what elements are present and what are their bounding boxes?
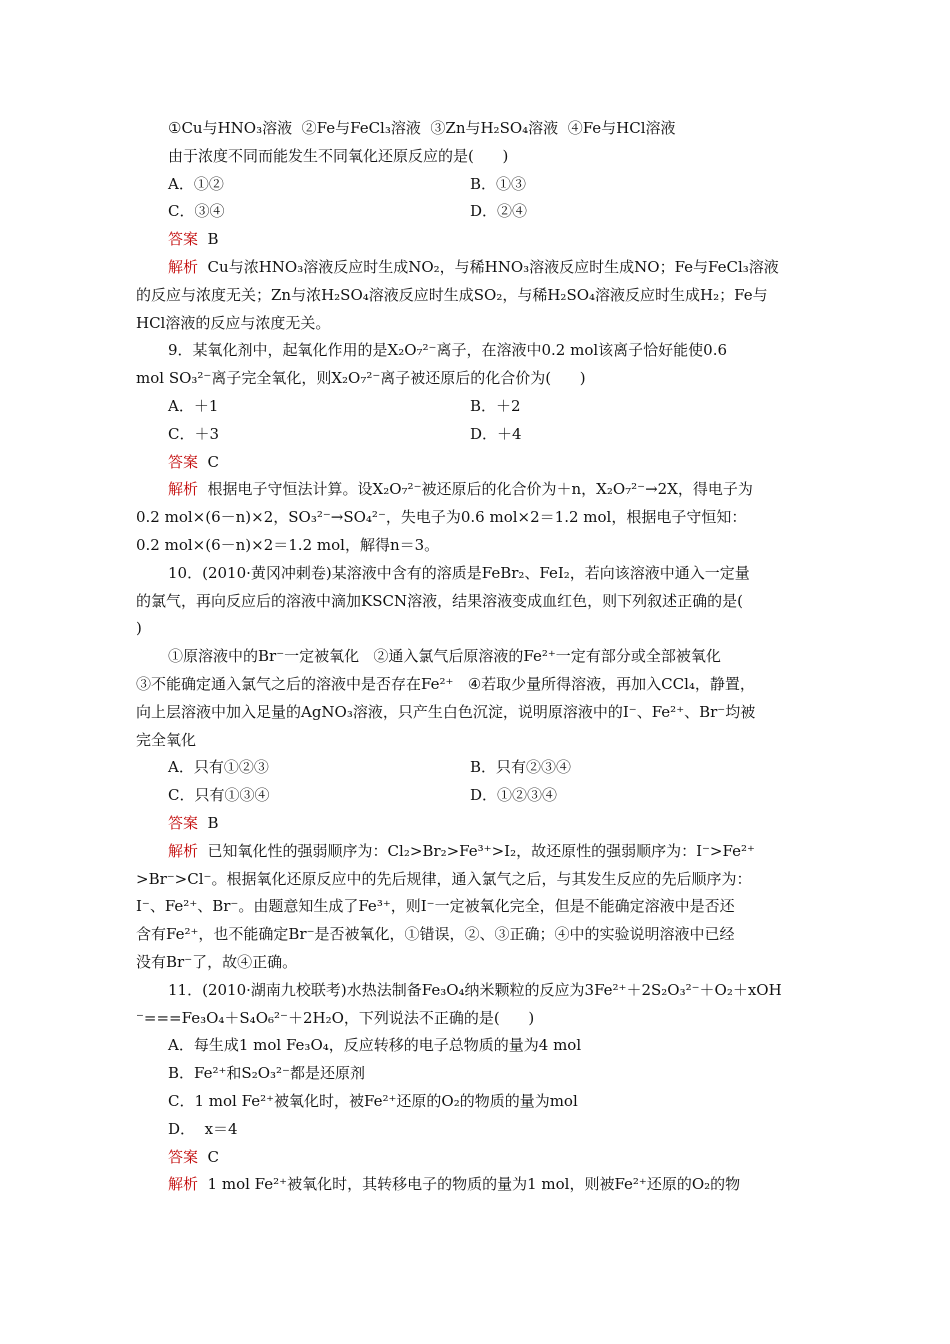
line-text: I⁻、Fe²⁺、Br⁻。由题意知生成了Fe³⁺，则I⁻一定被氧化完全，但是不能确定溶液中是否还	[136, 897, 735, 915]
text-line	[168, 174, 224, 194]
text-line	[168, 229, 219, 249]
answer-label: 解析	[168, 258, 199, 276]
line-text: ①Cu与HNO₃溶液 ②Fe与FeCl₃溶液 ③Zn与H₂SO₄溶液 ④Fe与HCl溶液	[168, 119, 676, 137]
text-line	[136, 368, 586, 388]
text-line	[168, 1119, 238, 1139]
text-line	[168, 452, 219, 472]
text-line	[168, 785, 269, 805]
text-line	[168, 479, 753, 499]
line-text: 含有Fe²⁺，也不能确定Br⁻是否被氧化，①错误，②、③正确；④中的实验说明溶液中已经	[136, 925, 735, 943]
line-text: 完全氧化	[136, 731, 197, 749]
line-text: >Br⁻>Cl⁻。根据氧化还原反应中的先后规律，通入氯气之后，与其发生反应的先后顺序为：	[136, 870, 752, 888]
text-line	[168, 146, 508, 166]
text-line	[136, 730, 196, 750]
option-right: D．①②③④	[470, 786, 558, 804]
line-text: 已知氧化性的强弱顺序为：Cl₂>Br₂>Fe³⁺>I₂，故还原性的强弱顺序为：I⁻>Fe²⁺	[198, 842, 755, 860]
line-text: 1 mol Fe²⁺被氧化时，其转移电子的物质的量为1 mol，则被Fe²⁺还原的O₂的物	[198, 1175, 741, 1193]
line-text: 9．某氧化剂中，起氧化作用的是X₂O₇²⁻离子，在溶液中0.2 mol该离子恰好能使0.6	[168, 341, 728, 359]
text-line	[168, 1063, 365, 1083]
text-line	[168, 841, 755, 861]
text-line	[168, 1035, 581, 1055]
line-text: 0.2 mol×(6－n)×2，SO₃²⁻→SO₄²⁻，失电子为0.6 mol×2＝1.2 mol，根据电子守恒知：	[136, 508, 747, 526]
answer-label: 答案	[168, 814, 199, 832]
text-line	[136, 896, 735, 916]
line-text: 没有Br⁻了，故④正确。	[136, 953, 298, 971]
text-line	[136, 535, 439, 555]
text-line	[136, 1008, 534, 1028]
line-text: ⁻===Fe₃O₄＋S₄O₆²⁻＋2H₂O，下列说法不正确的是( )	[136, 1009, 535, 1027]
line-text: Cu与浓HNO₃溶液反应时生成NO₂，与稀HNO₃溶液反应时生成NO；Fe与FeCl₃溶液	[198, 258, 779, 276]
text-line	[136, 924, 735, 944]
line-text: C	[198, 453, 220, 471]
text-line	[136, 618, 142, 638]
text-line	[168, 980, 782, 1000]
line-text: 10．(2010·黄冈冲刺卷)某溶液中含有的溶质是FeBr₂、FeI₂，若向该溶液中通入一定量	[168, 564, 750, 582]
text-line	[168, 257, 779, 277]
answer-label: 答案	[168, 1148, 199, 1166]
line-text: 的氯气，再向反应后的溶液中滴加KSCN溶液，结果溶液变成血红色，则下列叙述正确的是(	[136, 592, 743, 610]
answer-label: 答案	[168, 230, 199, 248]
line-text: B	[198, 814, 219, 832]
text-line	[136, 952, 297, 972]
line-text: )	[136, 619, 142, 637]
text-line	[168, 813, 219, 833]
text-line	[168, 646, 721, 666]
text-line	[168, 424, 219, 444]
text-line	[136, 591, 743, 611]
text-line	[168, 757, 269, 777]
text-line	[136, 674, 755, 694]
text-line	[136, 313, 330, 333]
line-text: 向上层溶液中加入足量的AgNO₃溶液，只产生白色沉淀，说明原溶液中的I⁻、Fe²⁺、Br⁻均被	[136, 703, 756, 721]
line-text: HCl溶液的反应与浓度无关。	[136, 314, 331, 332]
line-text: 的反应与浓度无关；Zn与浓H₂SO₄溶液反应时生成SO₂，与稀H₂SO₄溶液反应时生成H₂；Fe与	[136, 286, 768, 304]
text-line	[136, 285, 768, 305]
line-text: mol SO₃²⁻离子完全氧化，则X₂O₇²⁻离子被还原后的化合价为( )	[136, 369, 586, 387]
text-line	[168, 1091, 578, 1111]
answer-label: 解析	[168, 1175, 199, 1193]
line-text: 11．(2010·湖南九校联考)水热法制备Fe₃O₄纳米颗粒的反应为3Fe²⁺＋2S₂O₃²⁻＋O₂＋xOH	[168, 981, 782, 999]
text-line	[136, 507, 746, 527]
line-text: C．1 mol Fe²⁺被氧化时，被Fe²⁺还原的O₂的物质的量为mol	[168, 1092, 578, 1110]
line-text: ③不能确定通入氯气之后的溶液中是否存在Fe²⁺ ④若取少量所得溶液，再加入CCl₄，静置，	[136, 675, 755, 693]
line-text: C．＋3	[168, 425, 220, 443]
line-text: D． x＝4	[168, 1120, 238, 1138]
text-line	[168, 201, 224, 221]
line-text: A．＋1	[168, 397, 219, 415]
line-text: 0.2 mol×(6－n)×2＝1.2 mol，解得n＝3。	[136, 536, 440, 554]
line-text: A．每生成1 mol Fe₃O₄，反应转移的电子总物质的量为4 mol	[168, 1036, 582, 1054]
answer-label: 解析	[168, 842, 199, 860]
option-right: B．①③	[470, 175, 527, 193]
line-text: C	[198, 1148, 220, 1166]
text-line	[136, 869, 751, 889]
answer-label: 解析	[168, 480, 199, 498]
line-text: C．③④	[168, 202, 225, 220]
line-text: A．①②	[168, 175, 224, 193]
line-text: B	[198, 230, 219, 248]
line-text: 由于浓度不同而能发生不同氧化还原反应的是( )	[168, 147, 509, 165]
text-line	[168, 396, 218, 416]
text-line	[168, 1147, 219, 1167]
line-text: A．只有①②③	[168, 758, 269, 776]
answer-label: 答案	[168, 453, 199, 471]
line-text: ①原溶液中的Br⁻一定被氧化 ②通入氯气后原溶液的Fe²⁺一定有部分或全部被氧化	[168, 647, 721, 665]
text-line	[168, 1174, 740, 1194]
text-line	[136, 702, 755, 722]
option-right: B．只有②③④	[470, 758, 572, 776]
text-line	[168, 118, 676, 138]
line-text: 根据电子守恒法计算。设X₂O₇²⁻被还原后的化合价为＋n，X₂O₇²⁻→2X，得电子为	[198, 480, 753, 498]
text-line	[168, 563, 750, 583]
option-right: D．②④	[470, 202, 528, 220]
text-line	[168, 340, 727, 360]
option-right: B．＋2	[470, 397, 521, 415]
line-text: C．只有①③④	[168, 786, 270, 804]
option-right: D．＋4	[470, 425, 522, 443]
line-text: B．Fe²⁺和S₂O₃²⁻都是还原剂	[168, 1064, 365, 1082]
